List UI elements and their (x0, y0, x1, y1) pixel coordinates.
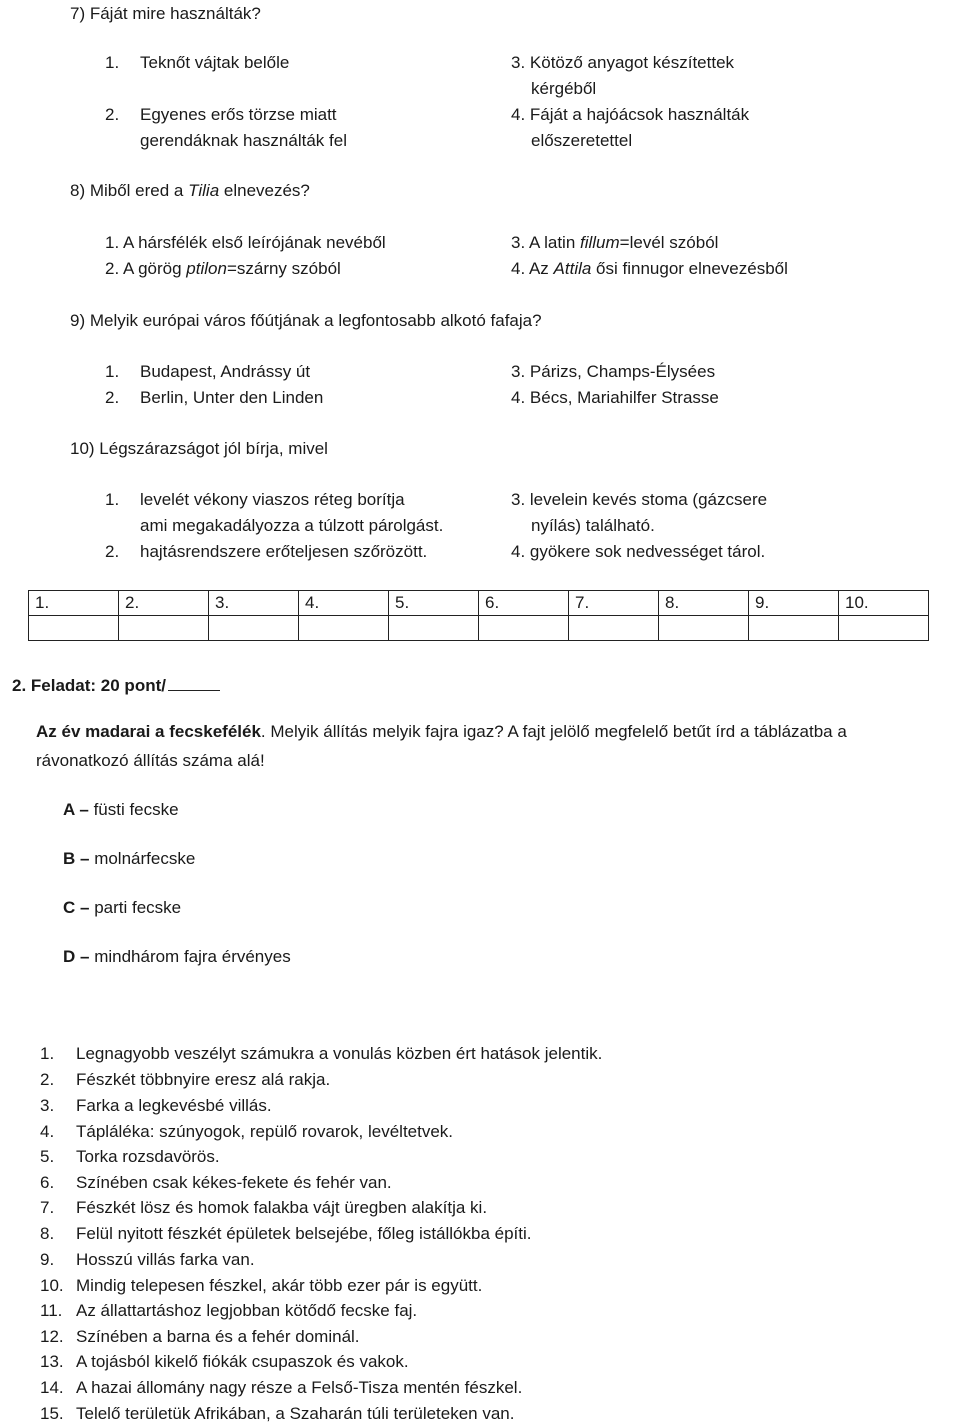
q9-option-1: Budapest, Andrássy út (140, 362, 311, 381)
statement-text: Hosszú villás farka van. (76, 1250, 255, 1269)
statement-number: 2. (40, 1070, 55, 1089)
statement-number: 9. (40, 1250, 55, 1269)
q8-option-1: 1. A hársfélék első leírójának nevéből (105, 233, 386, 252)
statement-number: 15. (40, 1404, 64, 1423)
answer-table (28, 590, 929, 641)
statement-text: Fészkét lösz és homok falakba vájt üregben alakítja ki. (76, 1198, 488, 1217)
statement-number: 1. (40, 1044, 55, 1063)
species-c: C – parti fecske (63, 898, 182, 917)
answer-cell-8[interactable] (659, 616, 749, 641)
q9-option-3: 3. Párizs, Champs-Élysées (511, 362, 716, 381)
q8-option-2: 2. A görög ptilon=szárny szóból (105, 259, 341, 278)
statement-text: Mindig telepesen fészkel, akár több ezer pár is együtt. (76, 1276, 483, 1295)
score-blank[interactable] (168, 674, 220, 691)
statement-number: 14. (40, 1378, 64, 1397)
species-a: A – füsti fecske (63, 800, 179, 819)
statement-number: 10. (40, 1276, 64, 1295)
answer-cell-9[interactable] (749, 616, 839, 641)
statement-text: Torka rozsdavörös. (76, 1147, 220, 1166)
statement-number: 7. (40, 1198, 55, 1217)
q7-option-2-cont: gerendáknak használták fel (140, 131, 347, 150)
statement-text: Fészkét többnyire eresz alá rakja. (76, 1070, 331, 1089)
answer-cell-2[interactable] (119, 616, 209, 641)
statement-number: 11. (40, 1301, 63, 1320)
q10-option-2: hajtásrendszere erőteljesen szőrözött. (140, 542, 428, 561)
question-10: 10) Légszárazságot jól bírja, mivel (70, 439, 328, 458)
q7-option-1: Teknőt vájtak belőle (140, 53, 290, 72)
answer-header-6: 6. (479, 591, 569, 616)
question-8: 8) Miből ered a Tilia elnevezés? (70, 181, 310, 200)
task-2-intro-line-1: Az év madarai a fecskefélék. Melyik állítás melyik fajra igaz? A fajt jelölő megfelelő betűt írd a táblázatba a (36, 722, 847, 741)
question-7: 7) Fáját mire használták? (70, 4, 261, 23)
answer-header-7: 7. (569, 591, 659, 616)
answer-cell-5[interactable] (389, 616, 479, 641)
answer-header-1: 1. (29, 591, 119, 616)
q7-option-2: Egyenes erős törzse miatt (140, 105, 337, 124)
answer-header-10: 10. (839, 591, 929, 616)
statement-text: Farka a legkevésbé villás. (76, 1096, 272, 1115)
statement-number: 13. (40, 1352, 64, 1371)
statement-number: 3. (40, 1096, 55, 1115)
statement-text: A hazai állomány nagy része a Felső-Tisza mentén fészkel. (76, 1378, 523, 1397)
statement-text: Felül nyitott fészkét épületek belsejébe, főleg istállókba építi. (76, 1224, 532, 1243)
species-d: D – mindhárom fajra érvényes (63, 947, 291, 966)
statement-text: Színében a barna és a fehér dominál. (76, 1327, 360, 1346)
q7-option-4-cont: előszeretettel (531, 131, 633, 150)
q10-option-4: 4. gyökere sok nedvességet tárol. (511, 542, 766, 561)
q10-option-1: levelét vékony viaszos réteg borítja (140, 490, 405, 509)
answer-header-8: 8. (659, 591, 749, 616)
answer-header-4: 4. (299, 591, 389, 616)
statement-text: Tápláléka: szúnyogok, repülő rovarok, levéltetvek. (76, 1122, 454, 1141)
answer-cell-6[interactable] (479, 616, 569, 641)
answer-cell-1[interactable] (29, 616, 119, 641)
statement-number: 6. (40, 1173, 55, 1192)
q9-option-1-number: 1. (105, 362, 120, 381)
answer-table-header-row (29, 591, 929, 616)
question-9: 9) Melyik európai város főútjának a legfontosabb alkotó fafaja? (70, 311, 542, 330)
answer-cell-7[interactable] (569, 616, 659, 641)
answer-cell-4[interactable] (299, 616, 389, 641)
statement-number: 4. (40, 1122, 55, 1141)
q8-option-3: 3. A latin fillum=levél szóból (511, 233, 719, 252)
statement-number: 5. (40, 1147, 55, 1166)
answer-cell-3[interactable] (209, 616, 299, 641)
statement-text: Színében csak kékes-fekete és fehér van. (76, 1173, 392, 1192)
statement-text: Telelő területük Afrikában, a Szaharán túli területeken van. (76, 1404, 515, 1423)
q7-option-4: 4. Fáját a hajóácsok használták (511, 105, 750, 124)
task-2-heading: 2. Feladat: 20 pont/ (12, 674, 220, 696)
statement-text: Az állattartáshoz legjobban kötődő fecske faj. (76, 1301, 418, 1320)
q10-option-3: 3. levelein kevés stoma (gázcsere (511, 490, 768, 509)
q9-option-4: 4. Bécs, Mariahilfer Strasse (511, 388, 719, 407)
q7-option-2-number: 2. (105, 105, 120, 124)
species-b: B – molnárfecske (63, 849, 196, 868)
statement-number: 12. (40, 1327, 64, 1346)
q7-option-1-number: 1. (105, 53, 120, 72)
answer-header-3: 3. (209, 591, 299, 616)
q9-option-2-number: 2. (105, 388, 120, 407)
task-2-intro-line-2: rávonatkozó állítás száma alá! (36, 751, 265, 770)
q7-option-3: 3. Kötöző anyagot készítettek (511, 53, 735, 72)
q10-option-1-number: 1. (105, 490, 120, 509)
statement-number: 8. (40, 1224, 55, 1243)
statement-text: A tojásból kikelő fiókák csupaszok és vakok. (76, 1352, 409, 1371)
answer-header-5: 5. (389, 591, 479, 616)
q10-option-2-number: 2. (105, 542, 120, 561)
q7-option-3-cont: kérgéből (531, 79, 597, 98)
q10-option-3-cont: nyílás) található. (531, 516, 655, 535)
q8-option-4: 4. Az Attila ősi finnugor elnevezésből (511, 259, 788, 278)
answer-header-2: 2. (119, 591, 209, 616)
answer-cell-10[interactable] (839, 616, 929, 641)
answer-table-answer-row (29, 616, 929, 641)
answer-header-9: 9. (749, 591, 839, 616)
q10-option-1-cont: ami megakadályozza a túlzott párolgást. (140, 516, 444, 535)
q9-option-2: Berlin, Unter den Linden (140, 388, 324, 407)
statement-text: Legnagyobb veszélyt számukra a vonulás közben ért hatások jelentik. (76, 1044, 603, 1063)
